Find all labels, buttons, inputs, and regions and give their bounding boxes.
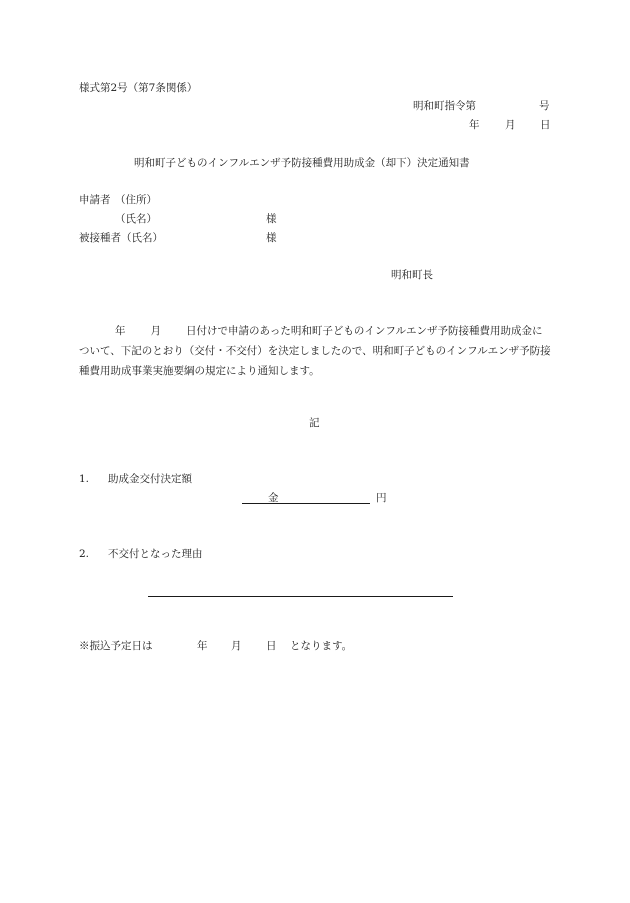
document-title: 明和町子どものインフルエンザ予防接種費用助成金（却下）決定通知書 (134, 157, 470, 169)
reason-underline (148, 596, 453, 597)
amount-underline (242, 503, 370, 504)
applicant-address-label: （住所） (115, 194, 157, 206)
notice-body (79, 321, 551, 381)
date-month: 月 (505, 119, 516, 131)
transfer-note-month: 月 (231, 640, 242, 652)
applicant-name-label: （氏名） (115, 213, 157, 225)
applicant-honorific: 様 (266, 213, 277, 225)
item1-amount-prefix: 金 (268, 492, 279, 504)
transfer-note-year: 年 (197, 640, 208, 652)
ki-heading: 記 (309, 417, 320, 429)
transfer-note-day: 日 (266, 640, 277, 652)
applicant-label: 申請者 (79, 194, 111, 206)
body-month: 月 (150, 325, 161, 337)
transfer-note-suffix: となります。 (290, 640, 353, 652)
vaccinee-label: 被接種者（氏名） (79, 232, 163, 244)
body-text: 日付けで申請のあった明和町子どものインフルエンザ予防接種費用助成金について、下記のとおり（交付・不交付）を決定しましたので、明和町子どものインフルエンザ予防接種費用助成事業実施要綱の規定により通知します。 (79, 325, 551, 377)
transfer-note-prefix: ※振込予定日は (79, 640, 153, 652)
date-day: 日 (540, 119, 551, 131)
vaccinee-honorific: 様 (266, 232, 277, 244)
item2-label: 不交付となった理由 (108, 548, 203, 560)
body-year: 年 (115, 325, 126, 337)
doc-number-prefix: 明和町指令第 (413, 100, 476, 112)
date-year: 年 (469, 119, 480, 131)
doc-number-suffix: 号 (539, 100, 550, 112)
item1-number: 1. (79, 473, 90, 485)
item1-label: 助成金交付決定額 (108, 473, 192, 485)
item2-number: 2. (79, 548, 90, 560)
issuer: 明和町長 (391, 269, 433, 281)
form-id: 様式第2号（第7条関係） (79, 82, 198, 94)
item1-amount-unit: 円 (376, 492, 387, 504)
